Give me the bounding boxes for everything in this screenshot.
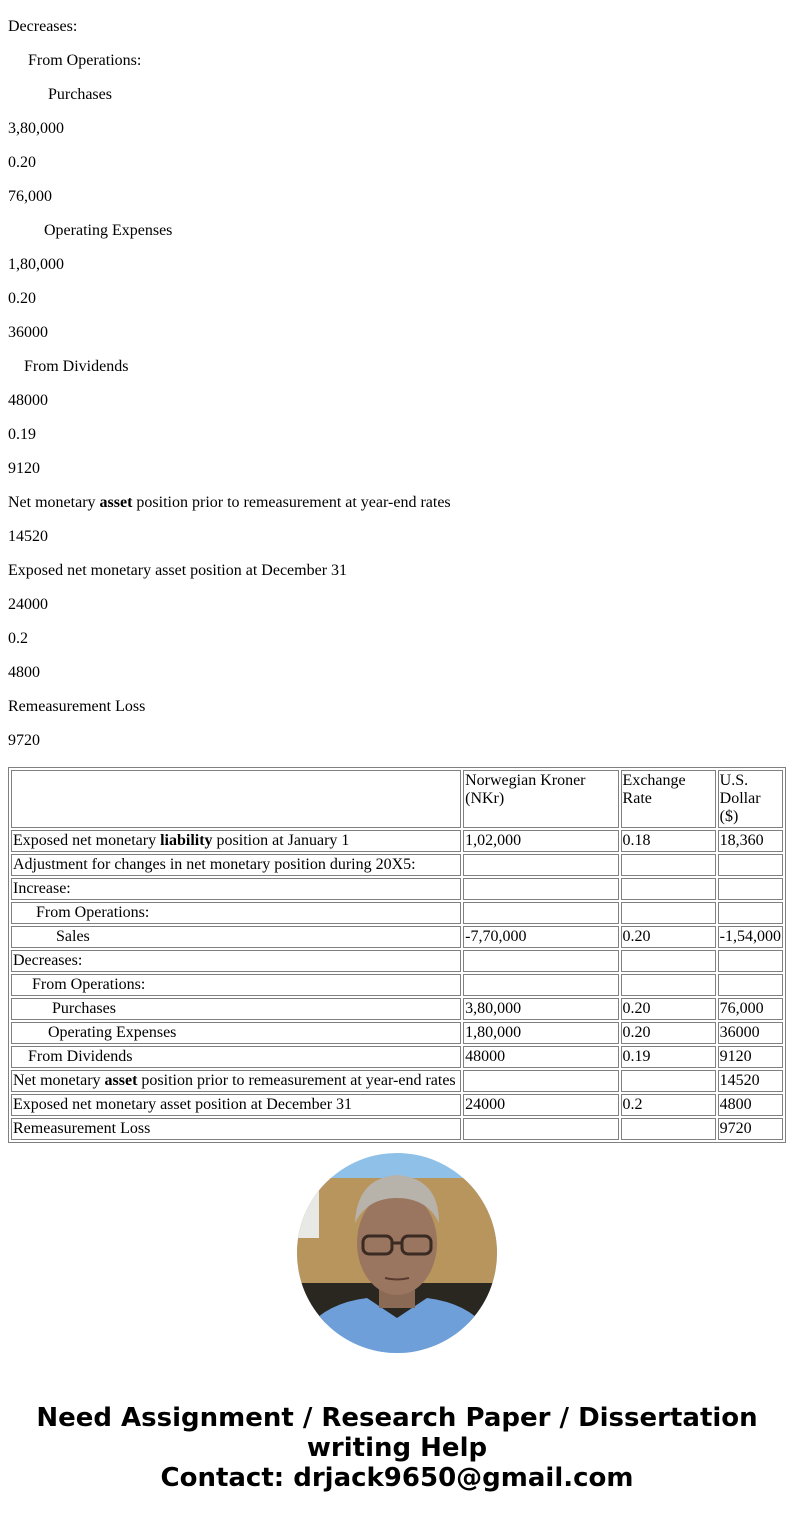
row-label [11,830,461,852]
rate-cell: 0.19 [621,1046,716,1068]
nkr-cell: -7,70,000 [463,926,618,948]
header-nkr: Norwegian Kroner (NKr) [463,770,618,828]
paragraph: 9120 [8,460,40,477]
header-cell [11,770,461,828]
paragraph: From Operations: [28,52,142,69]
table-row [11,830,783,852]
rate-cell: 0.20 [621,1022,716,1044]
paragraph [8,494,451,512]
row-label: Remeasurement Loss [11,1118,461,1140]
rate-cell [621,974,716,996]
nkr-cell: 24000 [463,1094,618,1116]
text-segment: position prior to remeasurement at year-end rates [132,494,451,511]
paragraph: 48000 [8,392,48,409]
person-photo-icon [297,1153,497,1353]
paragraph: From Dividends [24,358,129,375]
row-label [11,1070,461,1092]
usd-cell: 76,000 [718,998,783,1020]
paragraph: 14520 [8,528,48,545]
paragraph: Operating Expenses [44,222,173,239]
nkr-cell [463,878,618,900]
usd-cell [718,854,783,876]
row-label: Purchases [11,998,461,1020]
paragraph: 1,80,000 [8,256,64,273]
nkr-cell [463,1118,618,1140]
table-header-row [11,770,783,828]
row-label: Operating Expenses [11,1022,461,1044]
rate-cell [621,854,716,876]
bold-term: asset [99,494,133,511]
rate-cell: 0.18 [621,830,716,852]
nkr-cell [463,1070,618,1092]
nkr-cell [463,854,618,876]
rate-cell [621,950,716,972]
usd-cell: 9720 [718,1118,783,1140]
row-label: Adjustment for changes in net monetary position during 20X5: [11,854,461,876]
usd-cell [718,878,783,900]
table-row [11,974,783,996]
paragraph: 0.20 [8,154,36,171]
nkr-cell: 1,02,000 [463,830,618,852]
nkr-cell [463,974,618,996]
table-row [11,1070,783,1092]
usd-cell [718,902,783,924]
rate-cell: 0.20 [621,926,716,948]
usd-cell: -1,54,000 [718,926,783,948]
text-segment: position at January 1 [212,832,350,849]
usd-cell [718,950,783,972]
text-segment: Net monetary [8,494,100,511]
paragraph: 3,80,000 [8,120,64,137]
rate-cell [621,902,716,924]
table-row [11,1022,783,1044]
usd-cell [718,974,783,996]
row-label: From Operations: [11,974,461,996]
rate-cell [621,1118,716,1140]
author-photo [297,1153,497,1353]
row-label: Exposed net monetary asset position at December 31 [11,1094,461,1116]
row-label: Increase: [11,878,461,900]
nkr-cell: 3,80,000 [463,998,618,1020]
usd-cell: 4800 [718,1094,783,1116]
rate-cell [621,1070,716,1092]
promo-headline: Need Assignment / Research Paper / Dissertation writing Help [36,1403,758,1463]
row-label: From Operations: [11,902,461,924]
paragraph: 4800 [8,664,40,681]
paragraph: Remeasurement Loss [8,698,146,715]
header-rate: Exchange Rate [621,770,716,828]
paragraph: Decreases: [8,18,78,35]
paragraph: Exposed net monetary asset position at December 31 [8,562,348,579]
table-row [11,878,783,900]
paragraph: 0.2 [8,630,28,647]
usd-cell: 9120 [718,1046,783,1068]
contact-email: Contact: drjack9650@gmail.com [160,1463,634,1493]
table-row [11,926,783,948]
table-row [11,902,783,924]
nkr-cell: 48000 [463,1046,618,1068]
promo-footer [0,1403,794,1493]
rate-cell: 0.20 [621,998,716,1020]
table-row [11,854,783,876]
table-row [11,950,783,972]
table-row [11,998,783,1020]
text-segment: Exposed net monetary [13,832,161,849]
bold-term: asset [104,1072,138,1089]
usd-cell: 36000 [718,1022,783,1044]
table-row [11,1094,783,1116]
usd-cell: 14520 [718,1070,783,1092]
rate-cell: 0.2 [621,1094,716,1116]
paragraph: 0.20 [8,290,36,307]
paragraph-list [8,2,451,766]
nkr-cell [463,902,618,924]
text-segment: position prior to remeasurement at year-end rates [137,1072,456,1089]
row-label: From Dividends [11,1046,461,1068]
text-segment: Net monetary [13,1072,105,1089]
nkr-cell [463,950,618,972]
row-label: Decreases: [11,950,461,972]
rate-cell [621,878,716,900]
paragraph: 9720 [8,732,40,749]
paragraph: 24000 [8,596,48,613]
paragraph: 0.19 [8,426,36,443]
paragraph: 76,000 [8,188,52,205]
paragraph: 36000 [8,324,48,341]
paragraph: Purchases [48,86,112,103]
remeasurement-table [8,767,786,1143]
table-row [11,1046,783,1068]
usd-cell: 18,360 [718,830,783,852]
row-label: Sales [11,926,461,948]
table-row [11,1118,783,1140]
header-usd: U.S. Dollar ($) [718,770,783,828]
nkr-cell: 1,80,000 [463,1022,618,1044]
bold-term: liability [160,832,213,849]
